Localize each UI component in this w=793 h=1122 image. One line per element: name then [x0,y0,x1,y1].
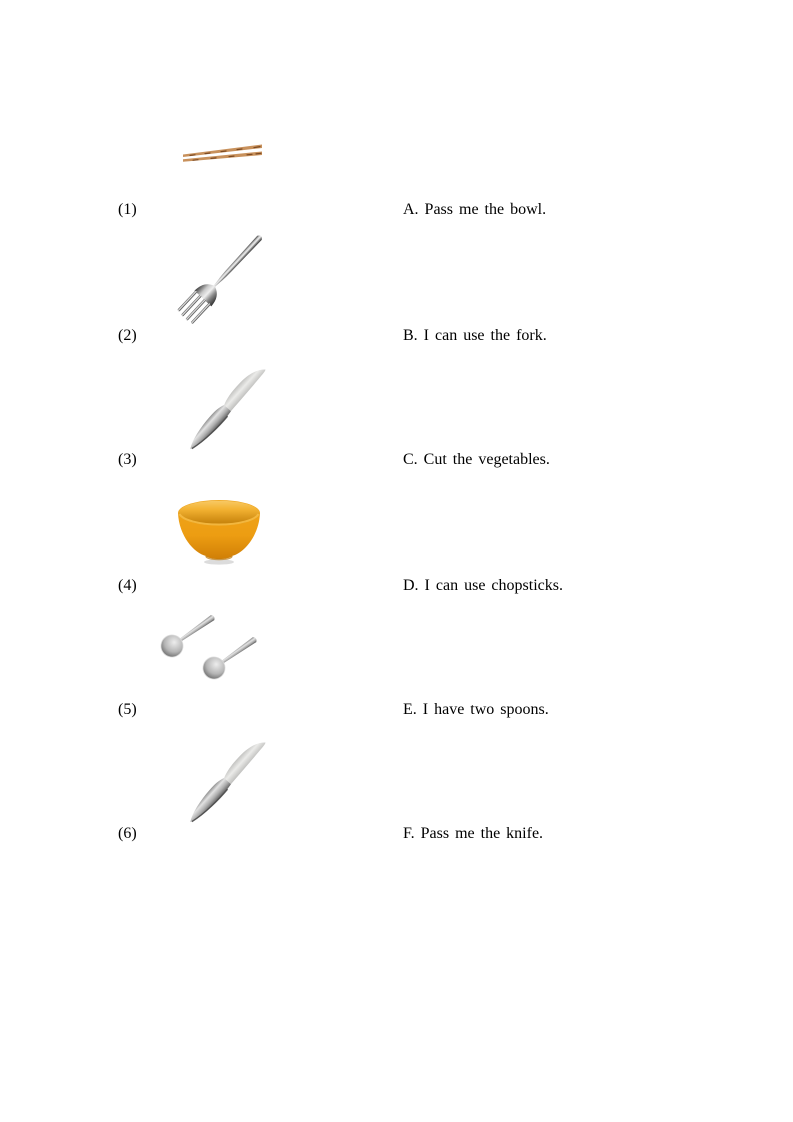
spoons-image [152,604,267,684]
item-number: (5) [118,701,137,718]
sentence-option: A. Pass me the bowl. [403,201,547,218]
item-number: (2) [118,327,137,344]
sentence-option: B. I can use the fork. [403,327,547,344]
sentence-option: C. Cut the vegetables. [403,451,550,468]
item-number: (6) [118,825,137,842]
knife-image [181,733,271,829]
sentence-option: D. I can use chopsticks. [403,577,563,594]
sentence-option: E. I have two spoons. [403,701,549,718]
bowl-image [175,498,263,566]
knife-image [181,360,271,456]
item-number: (4) [118,577,137,594]
fork-image [172,227,272,329]
sentence-option: F. Pass me the knife. [403,825,544,842]
item-number: (1) [118,201,137,218]
item-number: (3) [118,451,137,468]
chopsticks-image [181,139,265,163]
